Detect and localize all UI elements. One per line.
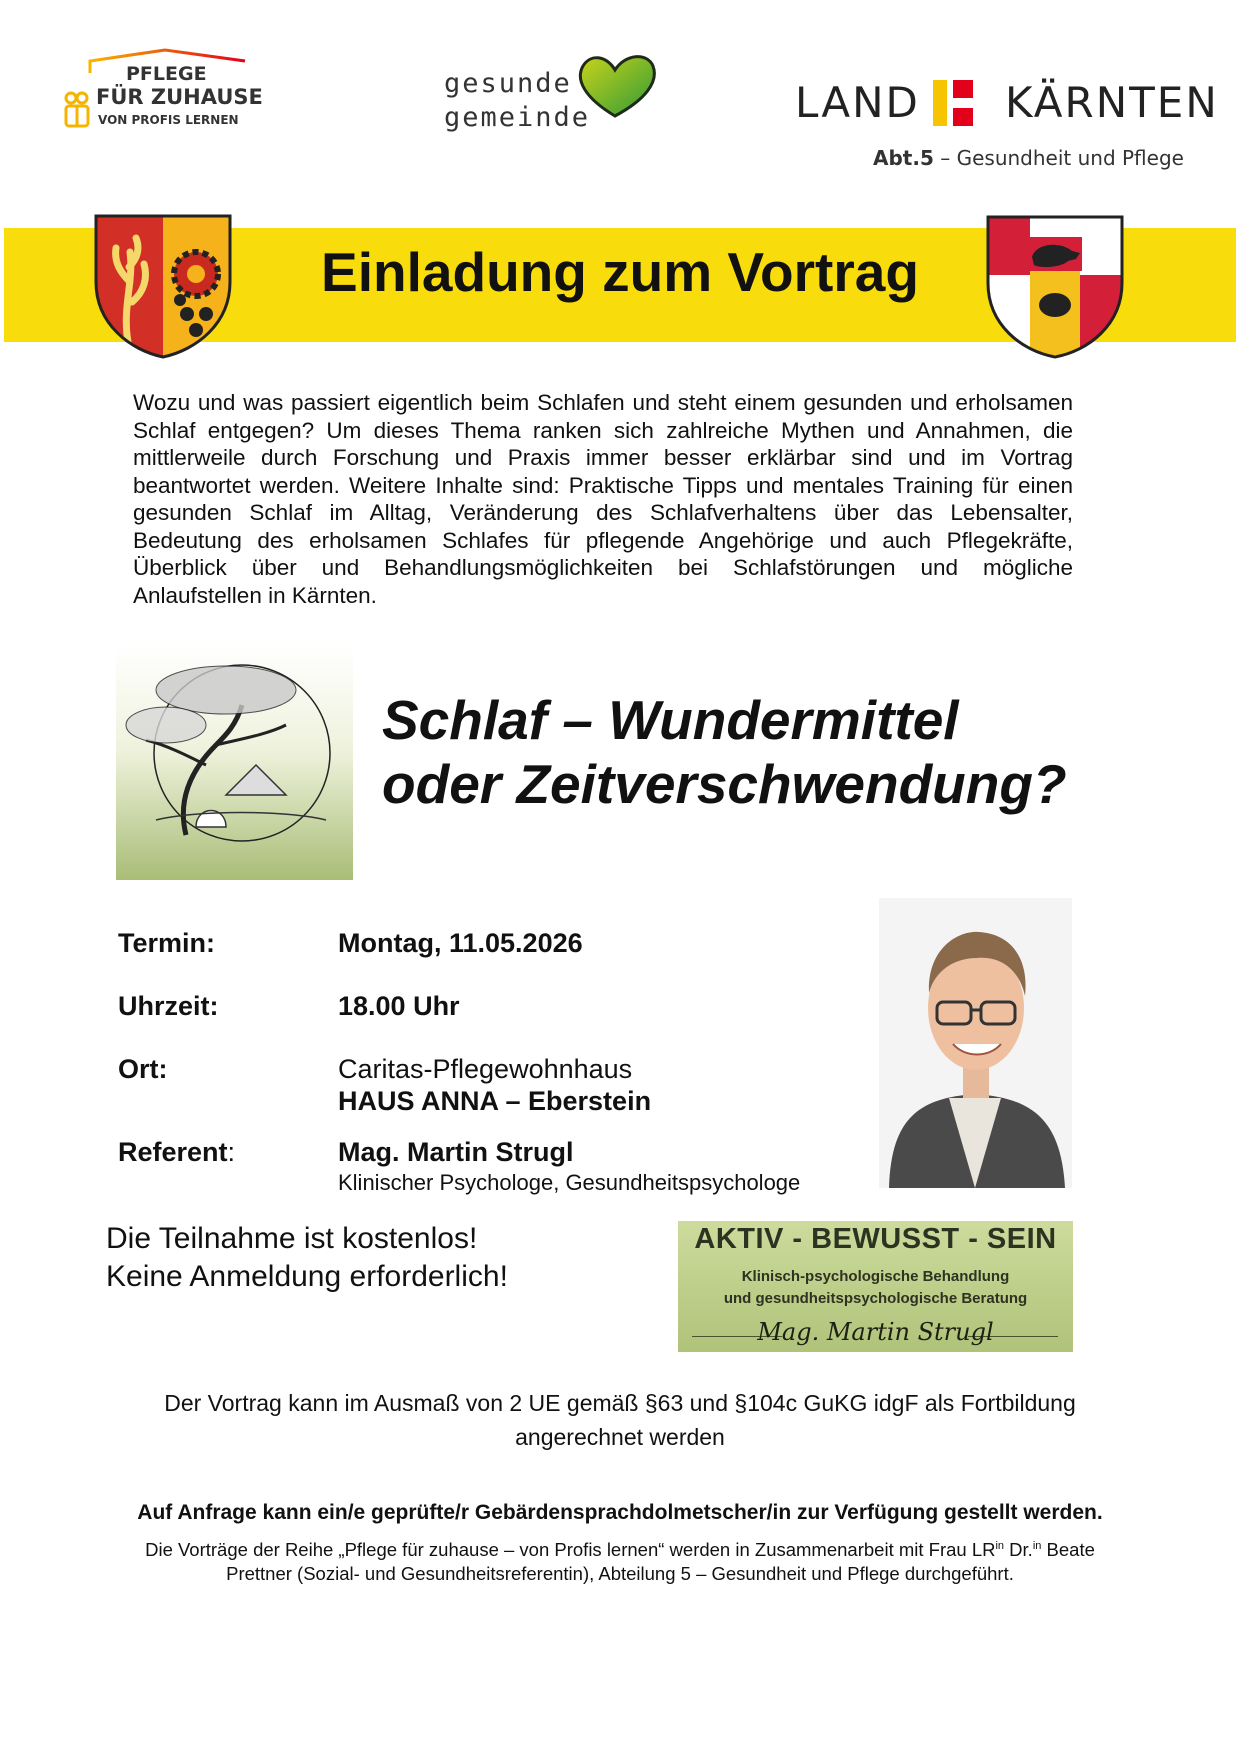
land-kaernten-logo	[795, 78, 1219, 178]
municipality-crest-right-icon	[984, 213, 1126, 360]
talk-title-line2: oder Zeitverschwendung?	[382, 753, 1067, 815]
footer-line1-a: Die Vorträge der Reihe „Pflege für zuhause – von Profis lernen“ werden in Zusammenarbeit mit Frau LR	[145, 1539, 996, 1560]
footer-sup1: in	[995, 1539, 1005, 1552]
department-name: – Gesundheit und Pflege	[933, 146, 1184, 170]
gesunde-logo-line2: gemeinde	[444, 102, 591, 133]
referent-label-text: Referent	[118, 1137, 228, 1167]
sign-language-note: Auf Anfrage kann ein/e geprüfte/r Gebärdensprachdolmetscher/in zur Verfügung gestellt werden.	[137, 1501, 1103, 1524]
sleep-illustration-image	[116, 645, 353, 880]
talk-title	[382, 688, 1142, 816]
ort-label: Ort:	[118, 1054, 168, 1084]
green-heart-icon	[573, 50, 658, 125]
talk-title-line1: Schlaf – Wundermittel	[382, 689, 959, 751]
intro-paragraph: Wozu und was passiert eigentlich beim Schlafen und steht einem gesunden und erholsamen Schlaf entgegen? Um dieses Thema ranken sich zahlreiche Mythen und Annahmen, die mittlerweile durch Forschung und Praxis immer besser erklärbar sind und im Vortrag beantwortet werden. Weitere Inhalte sind: Praktische Tipps und mentales Training für einen gesunden Schlaf im Alltag, Veränderung des Schlafverhaltens über das Lebensalter, Bedeutung des erholsamen Schlafes für pflegende Angehörige und auch Pflegekräfte, Überblick über und Behandlungsmöglichkeiten bei Schlafstörungen und mögliche Anlaufstellen in Kärnten.	[133, 390, 1073, 608]
footer-sup2: in	[1032, 1539, 1042, 1552]
department-label	[873, 146, 1184, 170]
gesunde-logo-line1: gesunde	[444, 68, 572, 99]
fortbildung-line1: Der Vortrag kann im Ausmaß von 2 UE gemäß §63 und §104c GuKG idgF als Fortbildung	[164, 1390, 1076, 1416]
badge-signature: Mag. Martin Strugl	[757, 1318, 994, 1346]
badge-title: AKTIV - BEWUSST - SEIN	[694, 1223, 1057, 1255]
badge-line2: und gesundheitspsychologische Beratung	[723, 1290, 1028, 1307]
pflege-fuer-zuhause-logo	[60, 45, 263, 145]
municipality-crest-left-icon	[92, 212, 234, 360]
footer-line1-c: Beate	[1041, 1539, 1095, 1560]
pflege-logo-line1: PFLEGE	[126, 63, 207, 85]
referent-label	[118, 1137, 235, 1168]
department-number: Abt.5	[873, 146, 934, 170]
kaernten-logo-right: KÄRNTEN	[1005, 78, 1219, 127]
footer-line1	[0, 1539, 1240, 1561]
practice-badge	[678, 1221, 1073, 1352]
kaernten-logo-left: LAND	[795, 78, 920, 127]
termin-value: Montag, 11.05.2026	[338, 928, 583, 958]
referent-name: Mag. Martin Strugl	[338, 1137, 574, 1167]
gesunde-gemeinde-logo	[440, 50, 660, 140]
pflege-logo-line3: VON PROFIS LERNEN	[98, 113, 239, 127]
footer-line1-b: Dr.	[1004, 1539, 1033, 1560]
kaernten-flag-icon	[933, 80, 973, 128]
termin-label: Termin:	[118, 928, 216, 958]
ort-line1: Caritas-Pflegewohnhaus	[338, 1054, 633, 1084]
page-title: Einladung zum Vortrag	[321, 241, 919, 303]
footer-line2: Prettner (Sozial- und Gesundheitsreferentin), Abteilung 5 – Gesundheit und Pflege durchgeführt.	[226, 1563, 1014, 1584]
free-admission-note: Die Teilnahme ist kostenlos!	[106, 1222, 478, 1255]
badge-line1: Klinisch-psychologische Behandlung	[741, 1268, 1010, 1285]
uhrzeit-value: 18.00 Uhr	[338, 991, 460, 1021]
ort-line2: HAUS ANNA – Eberstein	[338, 1086, 652, 1116]
referent-label-colon: :	[227, 1137, 236, 1167]
speaker-photo	[879, 898, 1072, 1188]
pflege-logo-line2: FÜR ZUHAUSE	[96, 85, 263, 109]
referent-role: Klinischer Psychologe, Gesundheitspsychologe	[338, 1170, 801, 1195]
fortbildung-line2: angerechnet werden	[515, 1424, 725, 1450]
no-registration-note: Keine Anmeldung erforderlich!	[106, 1260, 508, 1293]
uhrzeit-label: Uhrzeit:	[118, 991, 219, 1021]
